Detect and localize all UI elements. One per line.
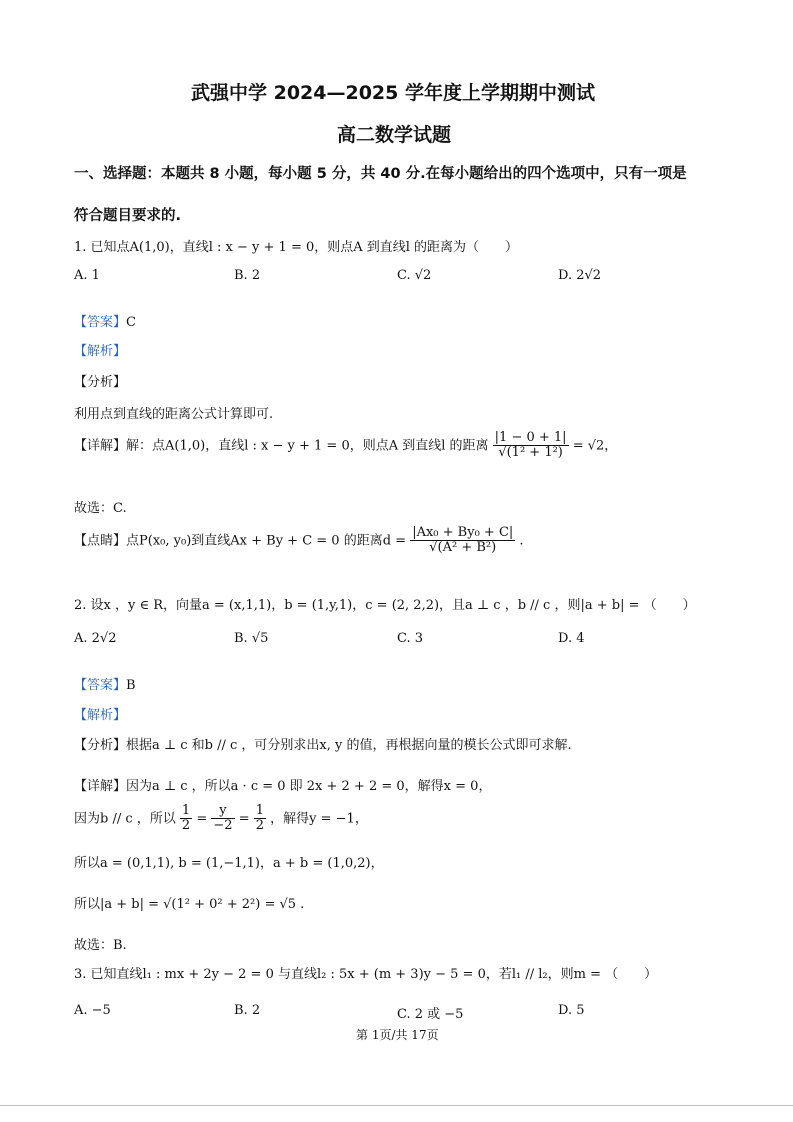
fraction-denominator: 2 (181, 818, 191, 834)
fraction-numerator: 1 (255, 803, 265, 818)
q2-stem: 2. 设x ，y ∈ R，向量a = (x,1,1)，b = (1,y,1)，c = (2, 2,2)，且a ⊥ c ，b // c ，则|a + b| = （ ） (74, 598, 696, 613)
fenxi-tag: 【分析】 (74, 738, 127, 753)
q2-answer (74, 674, 136, 693)
q3-option-c: C. 2 或 −5 (397, 1007, 464, 1022)
q2-fenxi (74, 734, 572, 753)
q2-option-b: B. √5 (234, 631, 269, 646)
q1-option-a: A. 1 (74, 268, 100, 283)
answer-tag: 【答案】 (74, 678, 127, 693)
q1-option-d: D. 2√2 (558, 268, 602, 283)
q1-fenxi: 利用点到直线的距离公式计算即可. (74, 407, 274, 422)
detail-fraction (493, 431, 569, 461)
fraction-2 (211, 804, 234, 834)
q1-analysis-tag: 【解析】 (74, 344, 127, 359)
answer-tag: 【答案】 (74, 315, 127, 330)
q3-option-a: A. −5 (74, 1003, 111, 1018)
fraction-denominator: √(A² + B²) (429, 540, 497, 556)
q2-choose: 故选：B. (74, 938, 127, 953)
tip-fraction (410, 526, 515, 556)
q1-stem: 1. 已知点A(1,0)，直线l : x − y + 1 = 0，则点A 到直线l 的距离为（ ） (74, 240, 519, 255)
fraction-numerator: y (211, 804, 234, 819)
section-heading-line1: 一、选择题：本题共 8 小题，每小题 5 分，共 40 分.在每小题给出的四个选项中，只有一项是 (74, 166, 687, 182)
answer-value: C (126, 315, 136, 330)
detail-text: 解：点A(1,0)，直线l : x − y + 1 = 0，则点A 到直线l 的距离 (126, 438, 489, 454)
q2-option-d: D. 4 (558, 631, 585, 646)
q3-option-b: B. 2 (234, 1003, 261, 1018)
fraction-1 (180, 804, 192, 834)
fraction-numerator: |1 − 0 + 1| (494, 430, 567, 445)
q2-option-c: C. 3 (397, 631, 424, 646)
answer-value: B (126, 678, 136, 693)
q3-option-d: D. 5 (558, 1003, 585, 1018)
detail-tag: 【详解】 (74, 438, 127, 454)
equals: = (238, 811, 250, 827)
q1-fenxi-tag: 【分析】 (74, 375, 127, 390)
equals: = (196, 811, 208, 827)
fraction-3 (254, 804, 266, 834)
q1-option-c: C. √2 (397, 268, 432, 283)
detail-text: 因为a ⊥ c ，所以a · c = 0 即 2x + 2 + 2 = 0，解得x = 0， (126, 779, 492, 794)
detail-text: 因为b // c ，所以 (74, 811, 176, 827)
detail-result: ，解得y = −1， (270, 811, 368, 827)
fraction-denominator: 2 (255, 818, 265, 834)
fraction-numerator: |Ax₀ + By₀ + C| (412, 525, 514, 540)
q2-detail-1 (74, 775, 491, 794)
q2-detail-3: 所以a = (0,1,1), b = (1,−1,1)，a + b = (1,0,2)， (74, 856, 384, 871)
fraction-numerator: 1 (181, 803, 191, 818)
q3-stem: 3. 已知直线l₁ : mx + 2y − 2 = 0 与直线l₂ : 5x + (m + 3)y − 5 = 0，若l₁ // l₂，则m = （ ） (74, 967, 658, 982)
detail-tag: 【详解】 (74, 779, 127, 794)
q1-detail (74, 431, 617, 461)
page-title: 武强中学 2024—2025 学年度上学期期中测试 (191, 82, 595, 104)
tip-text: 点P(x₀, y₀)到直线Ax + By + C = 0 的距离d = (126, 533, 407, 549)
fenxi-text: 根据a ⊥ c 和b // c ，可分别求出x, y 的值，再根据向量的模长公式即可求解. (126, 738, 572, 753)
q2-detail-4: 所以|a + b| = √(1² + 0² + 2²) = √5 . (74, 897, 305, 912)
page-subtitle: 高二数学试题 (337, 124, 452, 146)
tip-end: . (519, 533, 524, 549)
section-heading-line2: 符合题目要求的. (74, 208, 182, 224)
q1-option-b: B. 2 (234, 268, 261, 283)
q1-answer (74, 311, 136, 330)
fraction-denominator: √(1² + 1²) (498, 445, 563, 461)
fraction-denominator: −2 (213, 818, 233, 834)
detail-result: = √2， (572, 438, 618, 454)
page-number: 第 1页/共 17页 (356, 1028, 439, 1042)
tip-tag: 【点睛】 (74, 533, 127, 549)
q2-option-a: A. 2√2 (74, 631, 117, 646)
q2-analysis-tag: 【解析】 (74, 708, 127, 723)
q1-tip (74, 526, 524, 556)
q1-choose: 故选：C. (74, 501, 127, 516)
footer-divider (0, 1105, 793, 1106)
q2-detail-2 (74, 804, 368, 834)
